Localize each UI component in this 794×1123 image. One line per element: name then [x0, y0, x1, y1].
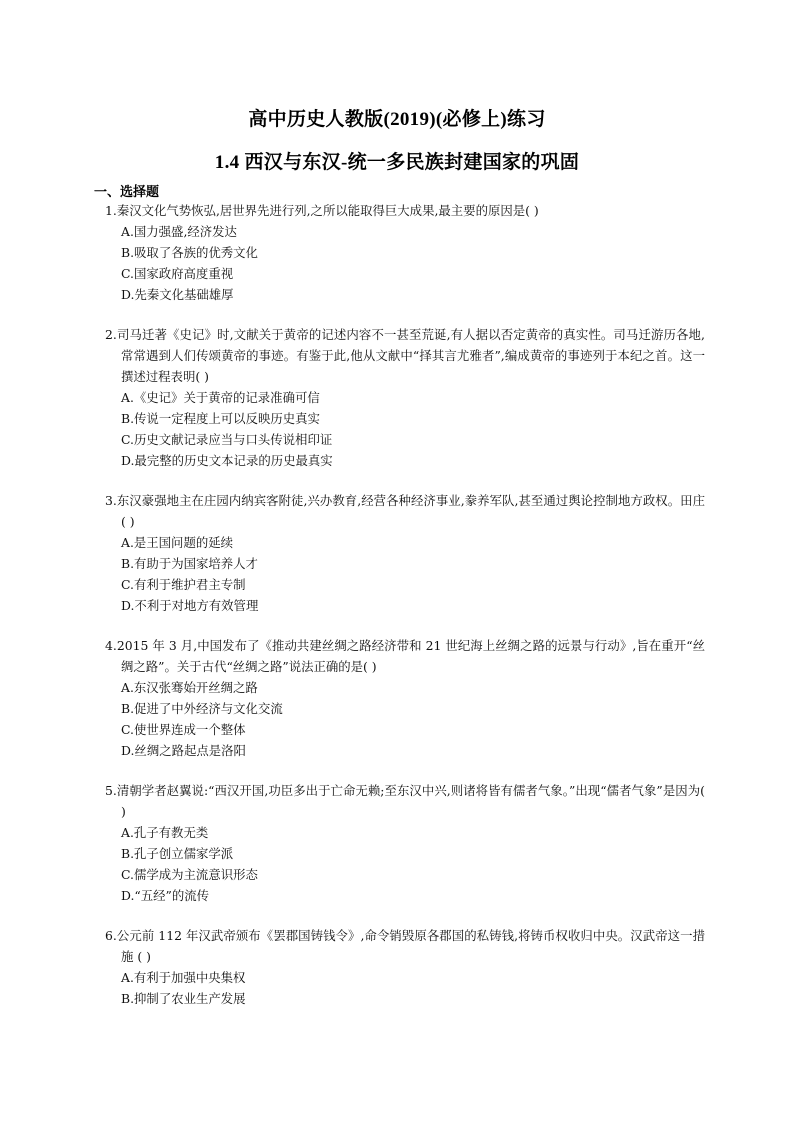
option-c: C.使世界连成一个整体: [121, 722, 246, 737]
option-d: D.不利于对地方有效管理: [121, 598, 259, 613]
question-6: [105, 925, 705, 1009]
question-stem: 4.2015 年 3 月,中国发布了《推动共建丝绸之路经济带和 21 世纪海上丝绸之路的远景与行动》,旨在重开“丝绸之路”。关于古代“丝绸之路”说法正确的是( ): [105, 638, 705, 674]
question-5: [105, 780, 705, 906]
question-1: [105, 200, 705, 305]
question-stem: 1.秦汉文化气势恢弘,居世界先进行列,之所以能取得巨大成果,最主要的原因是( ): [105, 203, 539, 218]
option-a: A.《史记》关于黄帝的记录准确可信: [121, 390, 320, 405]
option-a: A.有利于加强中央集权: [121, 970, 246, 985]
option-d: D.最完整的历史文本记录的历史最真实: [121, 453, 333, 468]
question-4: [105, 635, 705, 761]
option-b: B.抑制了农业生产发展: [121, 991, 246, 1006]
option-d: D.丝绸之路起点是洛阳: [121, 743, 246, 758]
option-d: D.“五经”的流传: [121, 888, 210, 903]
option-a: A.是王国问题的延续: [121, 535, 234, 550]
option-a: A.东汉张骞始开丝绸之路: [121, 680, 258, 695]
document-subtitle: 1.4 西汉与东汉-统一多民族封建国家的巩固: [214, 152, 580, 173]
option-a: A.国力强盛,经济发达: [121, 224, 237, 239]
option-c: C.历史文献记录应当与口头传说相印证: [121, 432, 333, 447]
option-b: B.孔子创立儒家学派: [121, 846, 234, 861]
section-heading: 一、选择题: [94, 185, 160, 200]
document-title: 高中历史人教版(2019)(必修上)练习: [248, 109, 546, 130]
question-stem: 5.清朝学者赵翼说:“西汉开国,功臣多出于亡命无赖;至东汉中兴,则诸将皆有儒者气象。”出现“儒者气象”是因为( ): [105, 783, 705, 819]
option-a: A.孔子有教无类: [121, 825, 209, 840]
question-stem: 2.司马迁著《史记》时,文献关于黄帝的记述内容不一甚至荒诞,有人据以否定黄帝的真实性。司马迁游历各地,常常遇到人们传颂黄帝的事迹。有鉴于此,他从文献中“择其言尤雅者”,编成黄帝的事迹列于本纪之首。这一撰述过程表明( ): [105, 327, 705, 384]
question-2: [105, 324, 705, 471]
option-c: C.国家政府高度重视: [121, 266, 234, 281]
question-3: [105, 490, 705, 616]
option-b: B.有助于为国家培养人才: [121, 556, 258, 571]
option-b: B.吸取了各族的优秀文化: [121, 245, 258, 260]
option-d: D.先秦文化基础雄厚: [121, 287, 234, 302]
question-stem: 6.公元前 112 年汉武帝颁布《罢郡国铸钱令》,命令销毁原各郡国的私铸钱,将铸币权收归中央。汉武帝这一措施 ( ): [105, 928, 705, 964]
option-c: C.有利于维护君主专制: [121, 577, 246, 592]
option-c: C.儒学成为主流意识形态: [121, 867, 258, 882]
option-b: B.促进了中外经济与文化交流: [121, 701, 283, 716]
option-b: B.传说一定程度上可以反映历史真实: [121, 411, 320, 426]
question-stem: 3.东汉豪强地主在庄园内纳宾客附徒,兴办教育,经营各种经济事业,豢养军队,甚至通过舆论控制地方政权。田庄( ): [105, 493, 705, 529]
question-list: [105, 200, 705, 1028]
